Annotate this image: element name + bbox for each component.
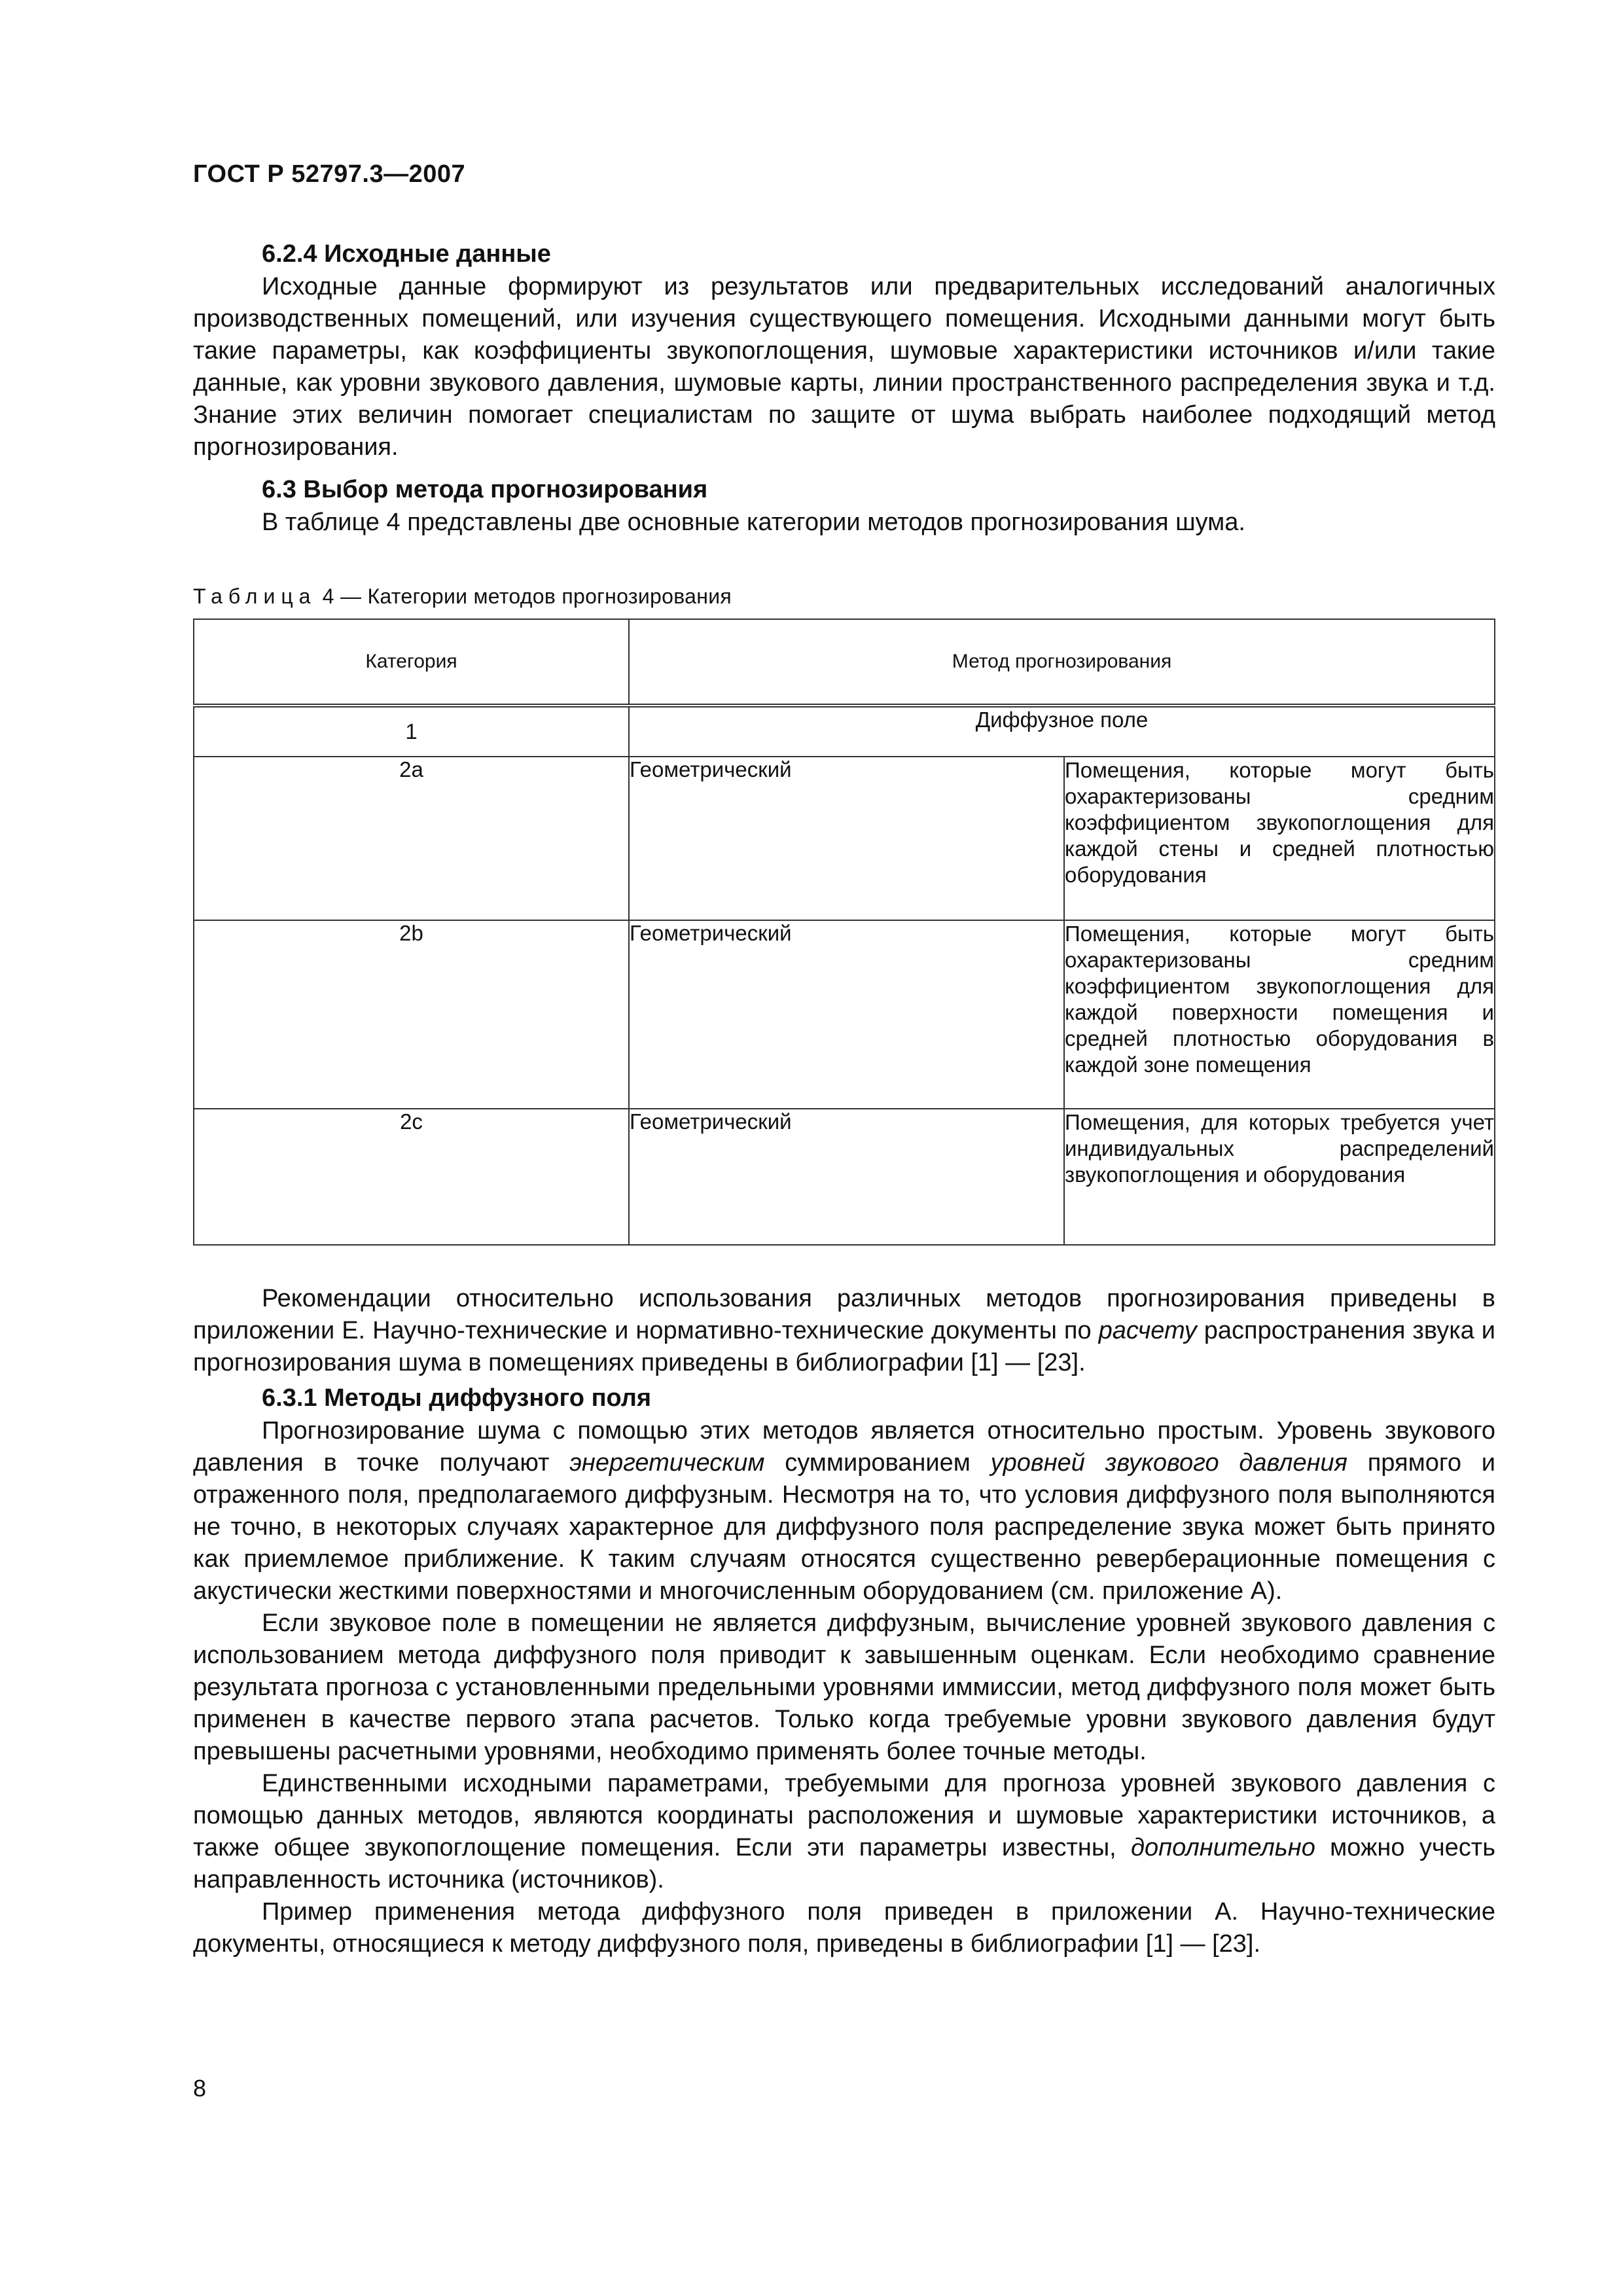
text-run: распространения звука и прогнозирования шума в помещениях приведены в библиографии [1] — [23]. [193,1317,1495,1376]
cell-category: 2a [194,757,629,920]
cell-method: Геометрический [629,757,1064,920]
emphasis-text: уровней звукового давления [990,1449,1347,1477]
table-row [194,706,1495,757]
paragraph [193,1283,1495,1379]
document-id-header: ГОСТ Р 52797.3—2007 [193,160,466,188]
cell-category: 1 [194,706,629,757]
text-run: Единственными исходными параметрами, требуемыми для прогноза уровней звукового давления с помощью данных методов, являются координаты расположения и шумовые характеристики источников, а также общее звукопоглощение помещения. Если эти параметры известны, [193,1770,1495,1861]
section-6-3-1 [193,1381,1495,1960]
page-number: 8 [193,2075,207,2102]
text-run: можно учесть направленность источника (источников). [193,1834,1495,1893]
text-run: прямого и отраженного поля, предполагаемого диффузным. Несмотря на то, что условия диффузного поля выполняются не точно, в некоторых случаях характерное для диффузного поля распределение звука может быть принято как приемлемое приближение. К таким случаям относятся существенно реверберационные помещения с акустически жесткими поверхностями и многочисленным оборудованием (см. приложение А). [193,1449,1495,1605]
paragraph: В таблице 4 представлены две основные категории методов прогнозирования шума. [262,509,1245,536]
section-6-3 [193,473,1495,539]
cell-description: Помещения, которые могут быть охарактеризованы средним коэффициентом звукопоглощения для каждой поверхности помещения и средней плотностью оборудования в каждой зоне помещения [1064,920,1495,1109]
section-heading: 6.3.1 Методы диффузного поля [262,1384,652,1412]
table-caption-word: Таблица [193,584,317,608]
cell-method: Диффузное поле [629,706,1495,757]
cell-method: Геометрический [629,1109,1064,1245]
table-row [194,1109,1495,1245]
paragraph: Исходные данные формируют из результатов или предварительных исследований аналогичных производственных помещений, или изучения существующего помещения. Исходными данными могут быть такие параметры, как коэффициенты звукопоглощения, шумовые характеристики источников и/или такие данные, как уровни звукового давления, шумовые карты, линии пространственного распределения звука и т.д. Знание этих величин помогает специалистам по защите от шума выбрать наиболее подходящий метод прогнозирования. [193,273,1495,461]
paragraph [193,1768,1495,1896]
cell-category: 2b [194,920,629,1109]
emphasis-text: расчету [1098,1317,1197,1344]
text-run: суммированием [764,1449,991,1477]
table-caption-text: 4 — Категории методов прогнозирования [322,584,732,608]
section-6-2-4 [193,237,1495,463]
header-category: Категория [194,619,629,706]
emphasis-text: энергетическим [569,1449,765,1477]
text-run: Прогнозирование шума с помощью этих методов является относительно простым. Уровень звукового давления в точке получают [193,1417,1495,1477]
methods-table [193,619,1495,1246]
table-header-row [194,619,1495,706]
after-table-text [193,1283,1495,1379]
cell-category: 2c [194,1109,629,1245]
header-method: Метод прогнозирования [629,619,1495,706]
paragraph [193,1415,1495,1607]
paragraph: Если звуковое поле в помещении не является диффузным, вычисление уровней звукового давления с использованием метода диффузного поля приводит к завышенным оценкам. Если необходимо сравнение результата прогноза с установленными предельными уровнями иммиссии, метод диффузного поля может быть применен в качестве первого этапа расчетов. Только когда требуемые уровни звукового давления будут превышены расчетными уровнями, необходимо применять более точные методы. [193,1609,1495,1765]
cell-description: Помещения, для которых требуется учет индивидуальных распределений звукопоглощения и оборудования [1064,1109,1495,1245]
cell-description: Помещения, которые могут быть охарактеризованы средним коэффициентом звукопоглощения для каждой стены и средней плотностью оборудования [1064,757,1495,920]
paragraph: Пример применения метода диффузного поля приведен в приложении А. Научно-технические документы, относящиеся к методу диффузного поля, приведены в библиографии [1] — [23]. [193,1898,1495,1958]
table-row [194,920,1495,1109]
table-caption [193,584,732,609]
section-heading: 6.2.4 Исходные данные [262,240,551,268]
emphasis-text: дополнительно [1131,1834,1315,1861]
table-row [194,757,1495,920]
cell-method: Геометрический [629,920,1064,1109]
section-heading: 6.3 Выбор метода прогнозирования [262,476,708,503]
text-run: Рекомендации относительно использования различных методов прогнозирования приведены в приложении Е. Научно-технические и нормативно-технические документы по [193,1285,1495,1344]
